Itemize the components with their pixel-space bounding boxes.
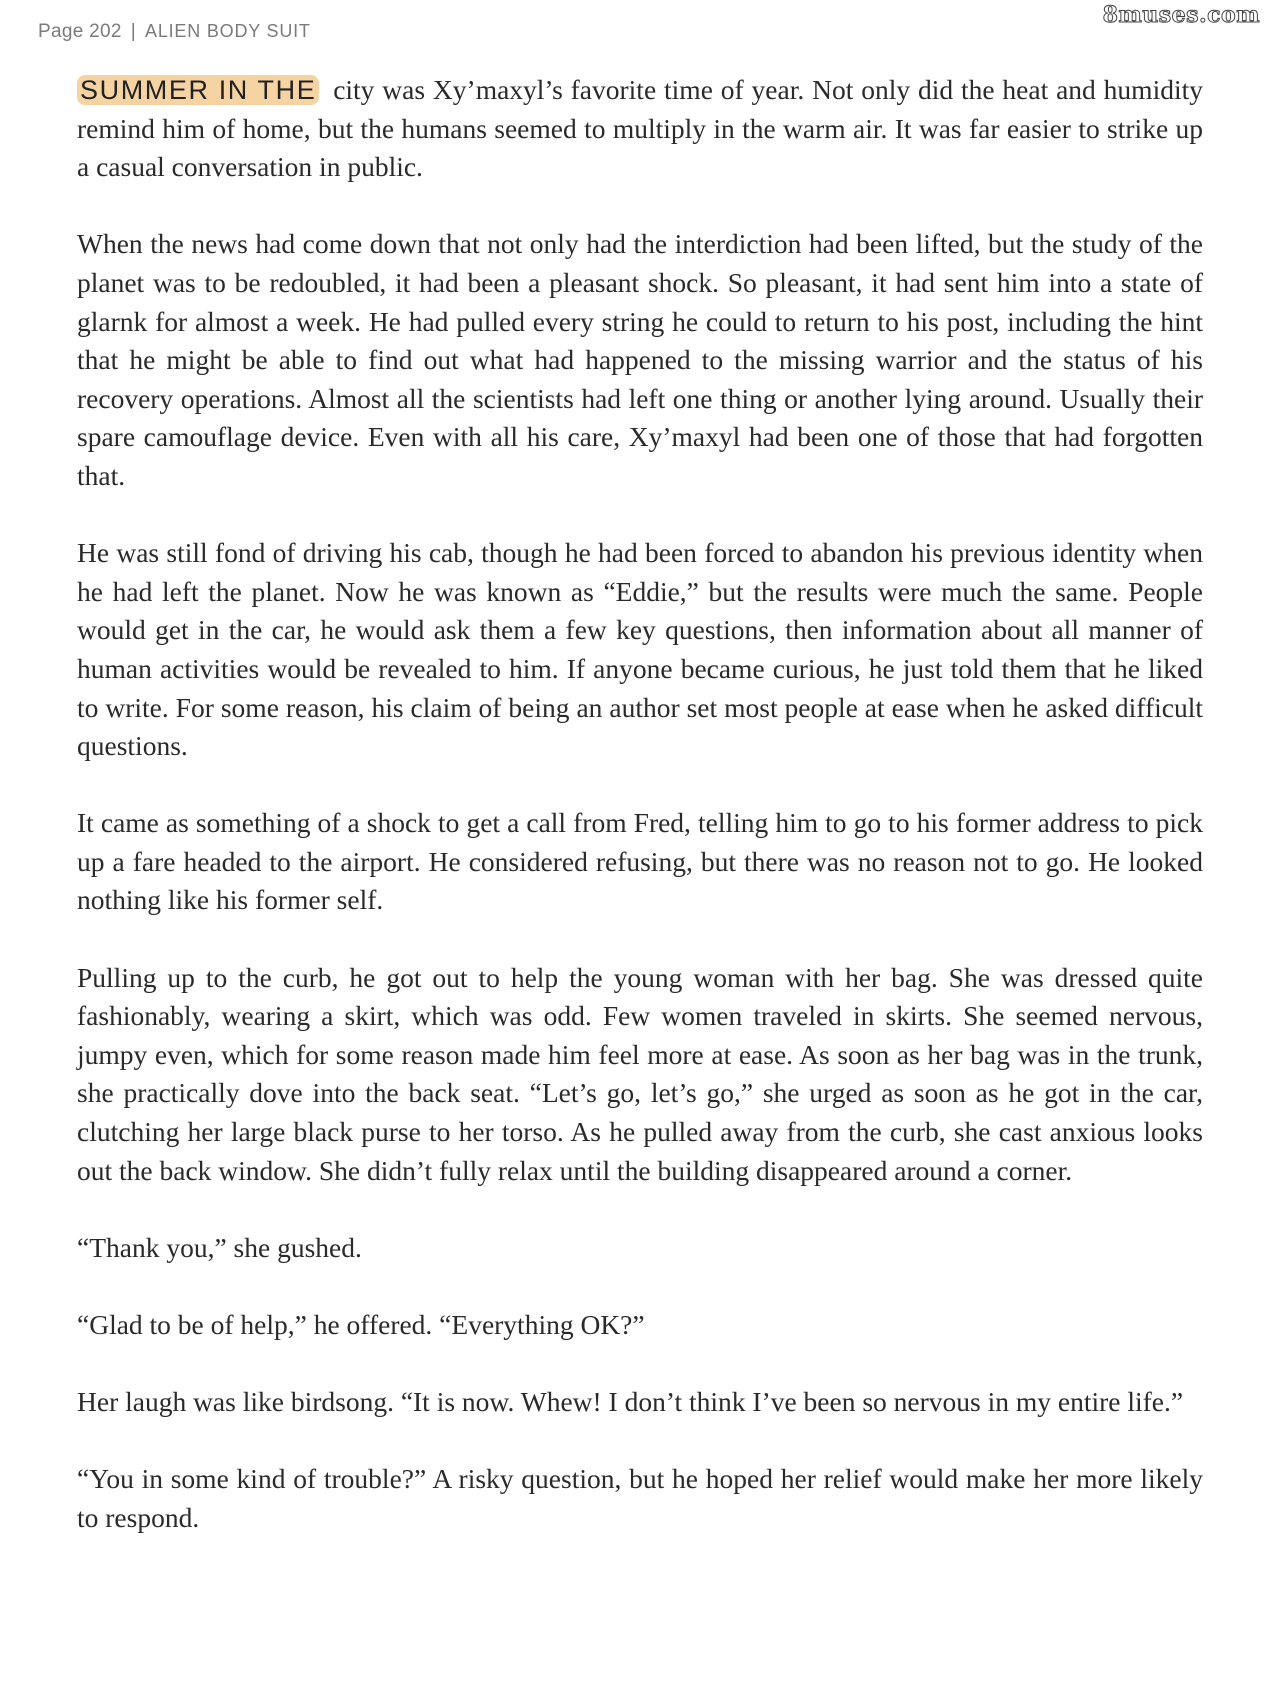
paragraph: It came as something of a shock to get a call from Fred, telling him to go to his former address to pick up a fare headed to the airport. He considered refusing, but there was no reason not to go. He looked nothing like his former self. (77, 807, 1203, 916)
dialogue-line: “Thank you,” she gushed. (77, 1231, 362, 1263)
book-title: ALIEN BODY SUIT (145, 21, 311, 41)
dialogue-line: “Glad to be of help,” he offered. “Everything OK?” (77, 1309, 645, 1340)
paragraph: When the news had come down that not only had the interdiction had been lifted, but the study of the planet was to be redoubled, it had been a pleasant shock. So pleasant, it had sent him into a state of glarnk for almost a week. He had pulled every string he could to return to his post, including the hint that he might be able to find out what had happened to the missing warrior and the status of his recovery operations. Almost all the scientists had left one thing or another lying around. Usually their spare camouflage device. Even with all his care, Xy’maxyl had been one of those that had forgotten that. (77, 228, 1203, 491)
running-header (38, 21, 311, 43)
site-watermark: 8muses.com (1102, 2, 1260, 28)
paragraph-text: city was Xy’maxyl’s favorite time of year. Not only did the heat and humidity remind him of home, but the humans seemed to multiply in the warm air. It was far easier to strike up a casual conversation in public. (77, 74, 1203, 183)
header-separator: | (130, 21, 137, 42)
paragraph: He was still fond of driving his cab, though he had been forced to abandon his previous identity when he had left the planet. Now he was known as “Eddie,” but the results were much the same. People would get in the car, he would ask them a few key questions, then information about all manner of human activities would be revealed to him. If anyone became curious, he just told them that he liked to write. For some reason, his claim of being an author set most people at ease when he asked difficult questions. (77, 537, 1203, 762)
page-number: Page 202 (38, 21, 122, 42)
paragraph: Her laugh was like birdsong. “It is now. Whew! I don’t think I’ve been so nervous in my entire life.” (77, 1386, 1184, 1418)
paragraph (77, 71, 1203, 187)
story-text (77, 71, 1203, 1538)
paragraph: Pulling up to the curb, he got out to help the young woman with her bag. She was dressed quite fashionably, wearing a skirt, which was odd. Few women traveled in skirts. She seemed nervous, jumpy even, which for some reason made him feel more at ease. As soon as her bag was in the trunk, she practically dove into the back seat. “Let’s go, let’s go,” she urged as soon as he got in the car, clutching her large black purse to her torso. As he pulled away from the curb, she cast anxious looks out the back window. She didn’t fully relax until the building disappeared around a corner. (77, 961, 1203, 1186)
dropcap-lead-in: SUMMER IN THE (77, 75, 319, 105)
paragraph: “You in some kind of trouble?” A risky question, but he hoped her relief would make her more likely to respond. (77, 1463, 1203, 1533)
